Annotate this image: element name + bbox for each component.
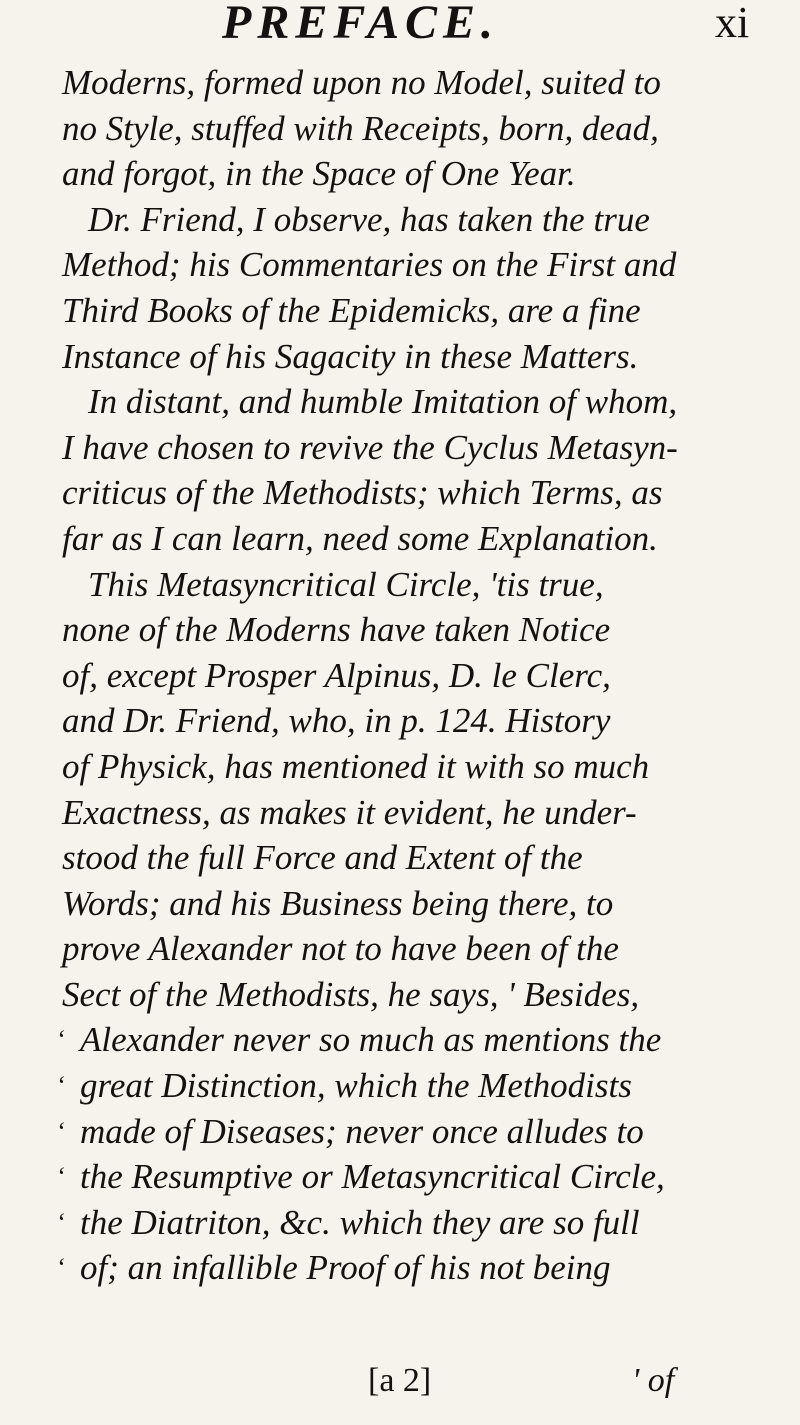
text-line <box>56 1017 764 1063</box>
text-line <box>62 516 764 562</box>
text-run: none of the Moderns have taken Notice <box>62 610 611 650</box>
text-run: made of Diseases; never once alludes to <box>80 1111 644 1151</box>
text-run: of the <box>175 473 255 513</box>
text-run: never so much as mentions the <box>232 1020 662 1060</box>
page-header <box>0 0 800 52</box>
text-line <box>62 744 764 790</box>
text-run: no Style, stuffed with Receipts, born, dead, <box>62 108 659 148</box>
text-line <box>62 197 764 243</box>
quote-mark: ‘ <box>56 1025 65 1055</box>
text-run: I have chosen to revive the <box>62 427 435 467</box>
text-line <box>62 334 764 380</box>
quote-mark: ‘ <box>56 1207 65 1237</box>
text-run: This <box>88 564 149 604</box>
text-line <box>62 881 764 927</box>
page-footer <box>0 1356 800 1406</box>
catchword: ' of <box>632 1362 675 1399</box>
text-line <box>56 1063 764 1109</box>
text-run: Methodists <box>478 1066 632 1106</box>
text-run: and forgot, in the Space of One Year. <box>62 154 576 194</box>
text-run: stood the full Force and Extent of the <box>62 838 583 878</box>
text-line <box>62 835 764 881</box>
text-run: Methodists, <box>216 974 379 1014</box>
quote-mark: ‘ <box>56 1162 65 1192</box>
text-run: Words; and his Business being there, to <box>62 883 614 923</box>
page-number: xi <box>715 0 750 47</box>
text-line <box>62 790 764 836</box>
text-line <box>62 242 764 288</box>
text-line <box>62 60 764 106</box>
text-run: the <box>80 1157 123 1197</box>
text-run: who, in p. <box>288 701 427 741</box>
text-run: prove <box>62 929 141 969</box>
quote-mark: ‘ <box>56 1071 65 1101</box>
text-run: Friend, <box>140 199 245 239</box>
text-line <box>62 379 764 425</box>
running-title: PREFACE. <box>222 0 500 49</box>
text-run: and Dr. <box>62 701 168 741</box>
text-line <box>56 1245 764 1291</box>
text-line <box>62 425 764 471</box>
text-run: Alexander <box>148 929 293 969</box>
text-run: of; an infallible Proof of his not being <box>80 1248 611 1288</box>
text-line <box>62 151 764 197</box>
text-line <box>62 972 764 1018</box>
text-run: Third Books of the <box>62 290 321 330</box>
text-run: which Terms, as <box>437 473 663 513</box>
text-run: Epidemicks, <box>329 290 500 330</box>
quote-mark: ‘ <box>56 1253 65 1283</box>
text-run: far as I can learn, need some Explanation. <box>62 518 658 558</box>
text-run: I observe, has taken the true <box>253 199 650 239</box>
text-line <box>62 698 764 744</box>
text-line <box>62 926 764 972</box>
text-run: are a fine <box>507 290 641 330</box>
text-run: Metasyncritical Circle, <box>157 564 481 604</box>
text-line <box>62 607 764 653</box>
text-run: Resumptive <box>131 1157 293 1197</box>
text-run: Exactness, as makes it evident, he under- <box>62 792 637 832</box>
text-line <box>62 288 764 334</box>
text-run: of Physick, <box>62 746 216 786</box>
text-run: Sect of the <box>62 974 208 1014</box>
text-run: not to have been of the <box>301 929 619 969</box>
text-run: Dr. <box>88 199 132 239</box>
text-line <box>56 1154 764 1200</box>
text-run: Moderns, formed upon no Model, suited to <box>62 63 661 102</box>
text-run: criticus <box>62 473 167 513</box>
text-run: Prosper Alpinus, D. le Clerc, <box>204 655 611 695</box>
text-line <box>56 1200 764 1246</box>
text-run: Instance of his Sagacity in these Matters. <box>62 336 639 376</box>
text-run: Cyclus Metasyn- <box>443 427 678 467</box>
text-run: great Distinction, which the <box>80 1066 470 1106</box>
text-run: of, except <box>62 655 197 695</box>
text-run: or <box>301 1157 333 1197</box>
text-run: Friend, <box>175 701 280 741</box>
text-run: Metasyncritical Circle, <box>341 1157 665 1197</box>
body-text <box>56 60 764 1291</box>
text-run: Diatriton, &c. <box>131 1202 331 1242</box>
text-run: the <box>80 1202 123 1242</box>
text-run: which they are so full <box>339 1202 640 1242</box>
text-run: Alexander <box>80 1020 224 1060</box>
text-line <box>56 1109 764 1155</box>
text-run: Method; his Commentaries on the First and <box>62 245 677 285</box>
text-line <box>62 106 764 152</box>
quote-mark: ‘ <box>56 1116 65 1146</box>
text-run: 'tis true, <box>489 564 604 604</box>
text-line <box>62 562 764 608</box>
text-run: he says, ' Besides, <box>387 974 640 1014</box>
signature-mark: [a 2] <box>368 1362 432 1399</box>
text-run: 124. History <box>435 701 611 741</box>
text-line <box>62 653 764 699</box>
text-run: has mentioned it with so much <box>224 746 650 786</box>
text-run: In distant, and humble Imitation of whom, <box>88 382 678 422</box>
text-run: Methodists; <box>263 473 429 513</box>
text-line <box>62 470 764 516</box>
